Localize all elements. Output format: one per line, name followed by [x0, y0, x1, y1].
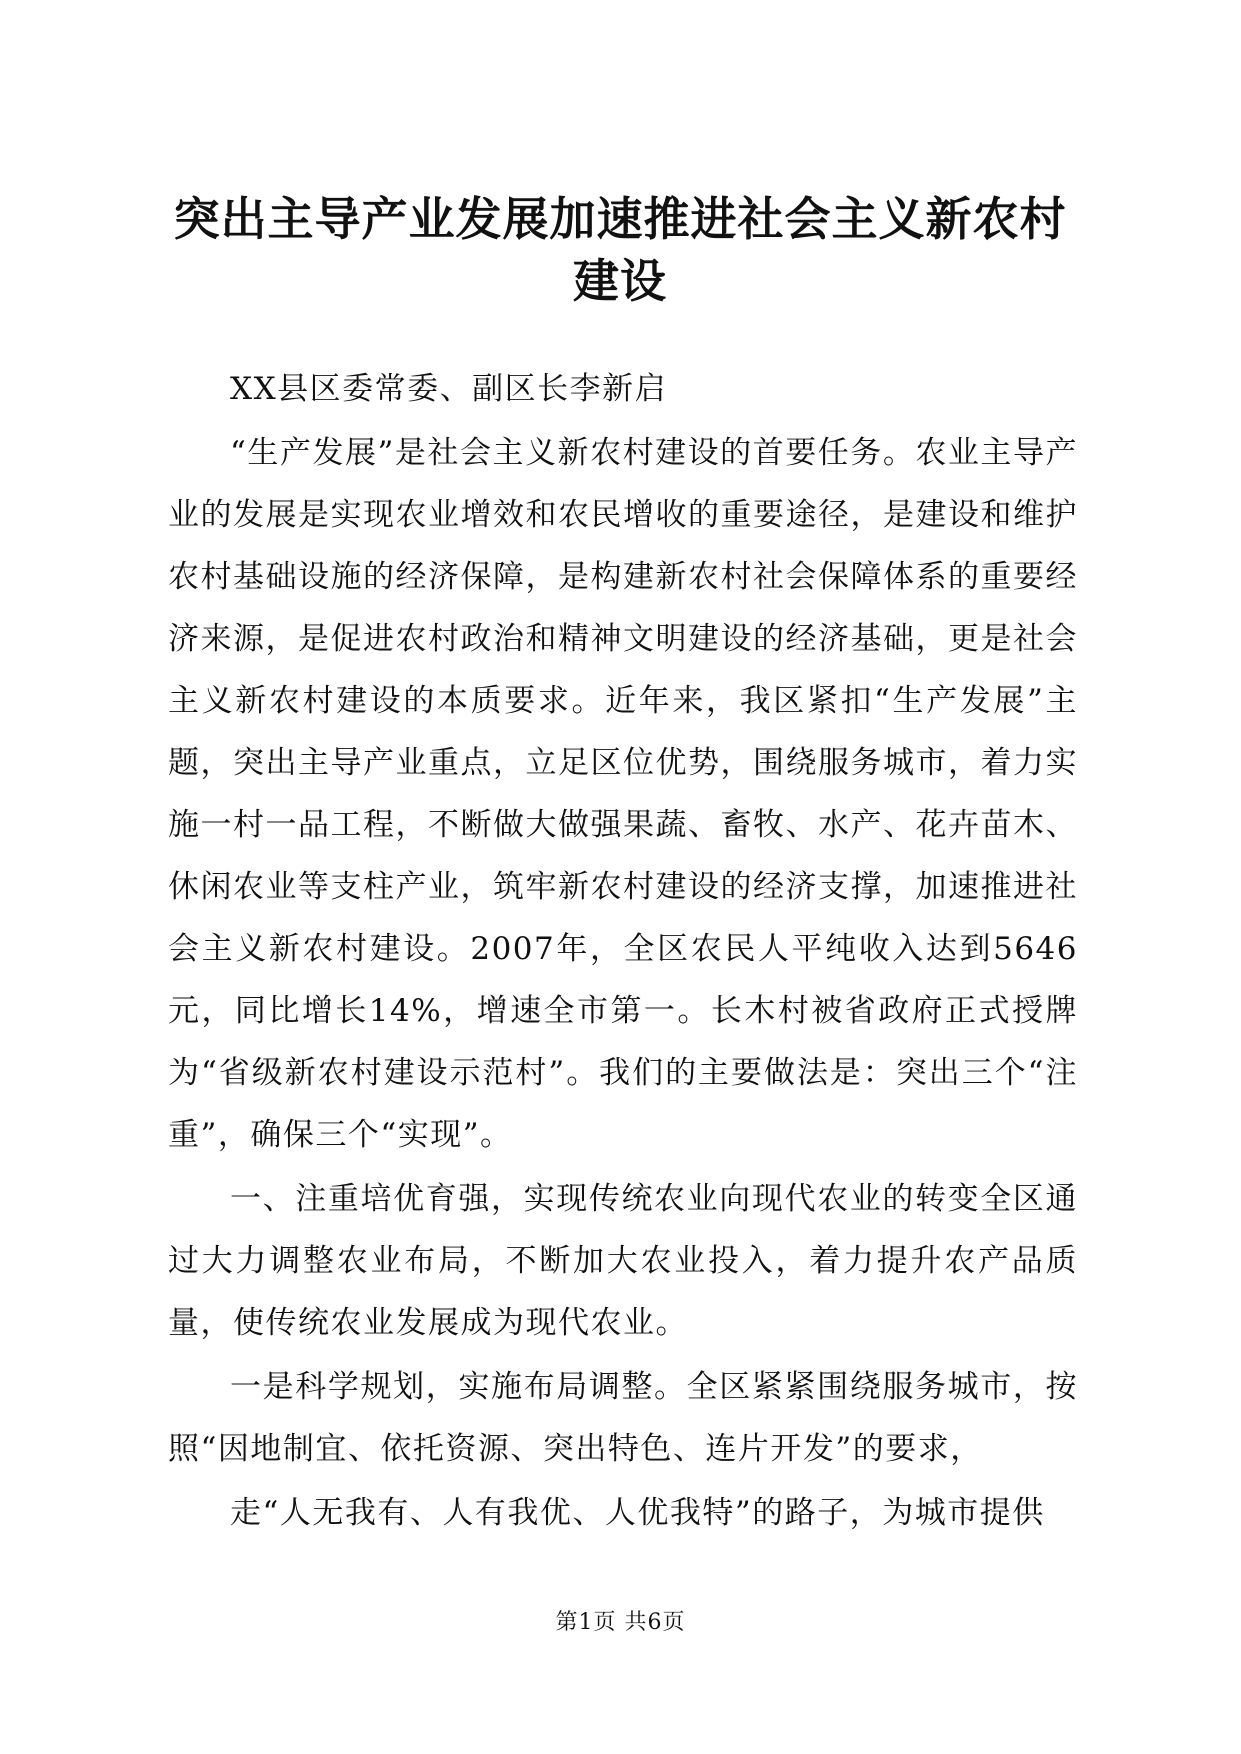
page-number-footer: 第1页 共6页 [555, 1610, 686, 1635]
body-paragraph: 一是科学规划，实施布局调整。全区紧紧围绕服务城市，按照“因地制宜、依托资源、突出特色、连片开发”的要求， [168, 1369, 1078, 1467]
body-paragraph: 一、注重培优育强，实现传统农业向现代农业的转变全区通过大力调整农业布局，不断加大农业投入，着力提升农产品质量，使传统农业发展成为现代农业。 [168, 1181, 1078, 1341]
document-body [168, 358, 1078, 1544]
document-title: 突出主导产业发展加速推进社会主义新农村建设 [173, 192, 1067, 308]
author-line: XX县区委常委、副区长李新启 [230, 371, 668, 407]
body-paragraph: “生产发展”是社会主义新农村建设的首要任务。农业主导产业的发展是实现农业增效和农民增收的重要途径，是建设和维护农村基础设施的经济保障，是构建新农村社会保障体系的重要经济来源，是促进农村政治和精神文明建设的经济基础，更是社会主义新农村建设的本质要求。近年来，我区紧扣“生产发展”主题，突出主导产业重点，立足区位优势，围绕服务城市，着力实施一村一品工程，不断做大做强果蔬、畜牧、水产、花卉苗木、休闲农业等支柱产业，筑牢新农村建设的经济支撑，加速推进社会主义新农村建设。2007年，全区农民人平纯收入达到5646元，同比增长14%，增速全市第一。长木村被省政府正式授牌为“省级新农村建设示范村”。我们的主要做法是：突出三个“注重”，确保三个“实现”。 [168, 435, 1078, 1153]
body-paragraph: 走“人无我有、人有我优、人优我特”的路子，为城市提供 [230, 1495, 1045, 1531]
